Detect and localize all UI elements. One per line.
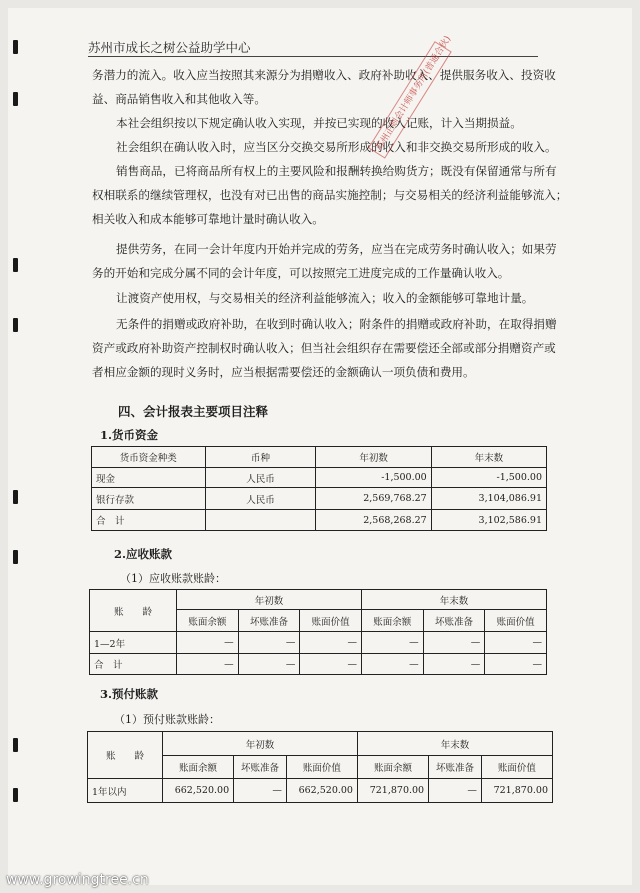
cell: 人民币 bbox=[205, 488, 316, 510]
table-row bbox=[92, 468, 547, 488]
cell: — bbox=[361, 654, 423, 675]
cell: — bbox=[300, 654, 362, 675]
text-line: 务的开始和完成分属不同的会计年度，可以按照完工进度完成的工作量确认收入。 bbox=[92, 266, 510, 280]
cell bbox=[205, 510, 316, 531]
table-row bbox=[88, 779, 553, 803]
cell: — bbox=[234, 779, 287, 803]
cell: 721,870.00 bbox=[481, 779, 552, 803]
column-header: 账面余额 bbox=[357, 756, 428, 779]
text-line: 益、商品销售收入和其他收入等。 bbox=[92, 92, 266, 106]
column-header: 账 龄 bbox=[90, 590, 177, 632]
group-header: 年末数 bbox=[357, 732, 552, 756]
cash-table bbox=[91, 446, 547, 531]
receivable-title: 2.应收账款 bbox=[114, 547, 173, 561]
cell: 2,569,768.27 bbox=[316, 488, 431, 510]
text-line: 社会组织在确认收入时，应当区分交换交易所形成的收入和非交换交易所形成的收入。 bbox=[116, 140, 557, 154]
cell: — bbox=[238, 654, 300, 675]
column-header: 账面余额 bbox=[177, 610, 239, 632]
column-header: 账面余额 bbox=[163, 756, 234, 779]
text-line: 让渡资产使用权，与交易相关的经济利益能够流入；收入的金额能够可靠地计量。 bbox=[116, 291, 534, 305]
cash-title: 1.货币资金 bbox=[100, 428, 159, 442]
column-header: 年初数 bbox=[316, 447, 431, 468]
column-header: 货币资金种类 bbox=[92, 447, 206, 468]
cell: — bbox=[423, 654, 485, 675]
paragraph-3 bbox=[92, 135, 557, 159]
cell: -1,500.00 bbox=[316, 468, 431, 488]
cell: 662,520.00 bbox=[286, 779, 357, 803]
cell: — bbox=[300, 632, 362, 654]
header-divider bbox=[88, 56, 538, 57]
binding-hole bbox=[13, 40, 18, 54]
paragraph-1 bbox=[92, 63, 556, 111]
text-line: 资产或政府补助资产控制权时确认收入；但当社会组织存在需要偿还全部或部分捐赠资产或 bbox=[92, 341, 556, 355]
column-header: 坏账准备 bbox=[423, 610, 485, 632]
column-header: 坏账准备 bbox=[234, 756, 287, 779]
cell: — bbox=[177, 654, 239, 675]
paragraph-4 bbox=[92, 159, 568, 231]
column-header: 坏账准备 bbox=[238, 610, 300, 632]
binding-hole bbox=[13, 550, 18, 564]
cell: — bbox=[485, 654, 547, 675]
prepaid-table bbox=[87, 731, 553, 803]
column-header: 账 龄 bbox=[88, 732, 163, 779]
cell: — bbox=[238, 632, 300, 654]
binding-hole bbox=[13, 92, 18, 106]
column-header: 年末数 bbox=[431, 447, 546, 468]
text-line: 提供劳务，在同一会计年度内开始并完成的劳务，应当在完成劳务时确认收入；如果劳 bbox=[116, 242, 557, 256]
cell: — bbox=[429, 779, 482, 803]
text-line: 权相联系的继续管理权，也没有对已出售的商品实施控制；与交易相关的经济利益能够流入； bbox=[92, 188, 568, 202]
text-line: 相关收入和成本能够可靠地计量时确认收入。 bbox=[92, 212, 324, 226]
cell: 1年以内 bbox=[88, 779, 163, 803]
paragraph-5 bbox=[92, 237, 557, 285]
cell: 合 计 bbox=[90, 654, 177, 675]
paragraph-7 bbox=[92, 312, 557, 384]
text-line: 务潜力的流入。收入应当按照其来源分为捐赠收入、政府补助收入、提供服务收入、投资收 bbox=[92, 68, 556, 82]
column-header: 账面价值 bbox=[300, 610, 362, 632]
table-row bbox=[92, 510, 547, 531]
cell: -1,500.00 bbox=[431, 468, 546, 488]
prepaid-subtitle: （1）预付账款账龄： bbox=[114, 713, 220, 726]
cell: 721,870.00 bbox=[357, 779, 428, 803]
column-header: 账面价值 bbox=[481, 756, 552, 779]
binding-hole bbox=[13, 258, 18, 272]
cell: 1—2年 bbox=[90, 632, 177, 654]
receivable-subtitle: （1）应收账款账龄： bbox=[120, 572, 226, 585]
group-header: 年初数 bbox=[163, 732, 358, 756]
cell: — bbox=[177, 632, 239, 654]
group-header: 年末数 bbox=[361, 590, 546, 610]
auditor-seal: 苏州正则会计师事务所(普通合伙) bbox=[368, 41, 452, 158]
text-line: 销售商品，已将商品所有权上的主要风险和报酬转换给购货方；既没有保留通常与所有 bbox=[116, 164, 557, 178]
cell: 人民币 bbox=[205, 468, 316, 488]
column-header: 坏账准备 bbox=[429, 756, 482, 779]
cell: 现金 bbox=[92, 468, 206, 488]
group-header: 年初数 bbox=[177, 590, 362, 610]
cell: 3,102,586.91 bbox=[431, 510, 546, 531]
column-header: 币种 bbox=[205, 447, 316, 468]
column-header: 账面价值 bbox=[286, 756, 357, 779]
text-line: 本社会组织按以下规定确认收入实现，并按已实现的收入记账，计入当期损益。 bbox=[116, 116, 522, 130]
section-title: 四、会计报表主要项目注释 bbox=[118, 404, 269, 419]
binding-hole bbox=[13, 788, 18, 802]
page-header: 苏州市成长之树公益助学中心 bbox=[88, 40, 251, 55]
paragraph-6 bbox=[92, 286, 552, 310]
cell: 3,104,086.91 bbox=[431, 488, 546, 510]
watermark: www.growingtree.cn bbox=[6, 872, 149, 888]
binding-hole bbox=[13, 318, 18, 332]
text-line: 者相应金额的现时义务时，应当根据需要偿还的金额确认一项负债和费用。 bbox=[92, 365, 475, 379]
column-header: 账面余额 bbox=[361, 610, 423, 632]
table-row bbox=[92, 488, 547, 510]
cell: 合 计 bbox=[92, 510, 206, 531]
cell: 银行存款 bbox=[92, 488, 206, 510]
cell: 662,520.00 bbox=[163, 779, 234, 803]
binding-hole bbox=[13, 490, 18, 504]
cell: — bbox=[361, 632, 423, 654]
column-header: 账面价值 bbox=[485, 610, 547, 632]
table-row bbox=[90, 654, 547, 675]
cell: — bbox=[423, 632, 485, 654]
text-line: 无条件的捐赠或政府补助，在收到时确认收入；附条件的捐赠或政府补助，在取得捐赠 bbox=[116, 317, 557, 331]
paragraph-2 bbox=[92, 111, 552, 135]
table-row bbox=[90, 632, 547, 654]
prepaid-title: 3.预付账款 bbox=[100, 687, 159, 701]
receivable-table bbox=[89, 589, 547, 675]
cell: 2,568,268.27 bbox=[316, 510, 431, 531]
binding-hole bbox=[13, 738, 18, 752]
cell: — bbox=[485, 632, 547, 654]
